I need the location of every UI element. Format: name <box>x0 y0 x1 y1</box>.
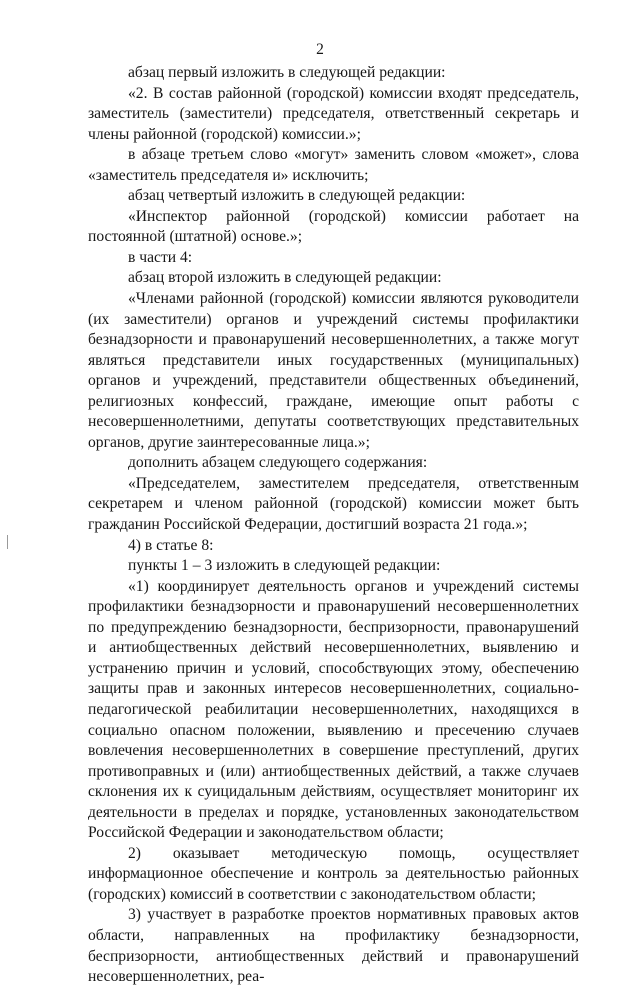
paragraph: в части 4: <box>128 248 193 266</box>
paragraph: абзац первый изложить в следующей редакции: <box>128 64 446 81</box>
scan-mark <box>7 535 8 549</box>
paragraph: абзац второй изложить в следующей редакции: <box>128 269 442 287</box>
paragraph: 2) оказывает методическую помощь, осуществляет информационное обеспечение и контроль за деятельностью районных (городских) комиссий в соответствии с законодательством области; <box>88 844 579 903</box>
paragraph: «1) координирует деятельность органов и учреждений системы профилактики безнадзорности и правонарушений несовершеннолетних по предупреждению безнадзорности, беспризорности, правонарушений и антиобщественных действий несовершеннолетних, выявлению и устранению причин и условий, способствующих этому, обеспечению защиты прав и законных интересов несовершеннолетних, социально-педагогической реабилитации несовершеннолетних, находящихся в социально опасном положении, выявлению и пресечению случаев вовлечения несовершеннолетних в совершение преступлений, других противоправных и (или) антиобщественных действий, а также случаев склонения их к суицидальным действиям, осуществляет мониторинг их деятельности в пределах и порядке, установленных законодательством Российской Федерации и законодательством области; <box>88 577 579 842</box>
document-body <box>88 63 579 988</box>
paragraph: дополнить абзацем следующего содержания: <box>128 454 428 472</box>
paragraph: 3) участвует в разработке проектов нормативных правовых актов области, направленных на профилактику безнадзорности, беспризорности, антиобщественных действий и правонарушений несовершеннолетних, реа- <box>88 906 579 986</box>
paragraph: «Членами районной (городской) комиссии являются руководители (их заместители) органов и учреждений системы профилактики безнадзорности и правонарушений несовершеннолетних, а также могут являться представители иных государственных (муниципальных) органов и учреждений, представители общественных объединений, религиозных конфессий, граждане, имеющие опыт работы с несовершеннолетними, депутаты соответствующих представительных органов, другие заинтересованные лица.»; <box>88 290 579 451</box>
paragraph: «2. В состав районной (городской) комиссии входят председатель, заместитель (заместители) председателя, ответственный секретарь и члены районной (городской) комиссии.»; <box>88 84 579 143</box>
paragraph: пункты 1 – 3 изложить в следующей редакции: <box>128 557 441 575</box>
paragraph: в абзаце третьем слово «могут» заменить словом «может», слова «заместитель председателя и» исключить; <box>88 146 579 184</box>
page-number: 2 <box>316 41 324 58</box>
paragraph: «Председателем, заместителем председателя, ответственным секретарем и членом районной (городской) комиссии может быть гражданин Российской Федерации, достигший возраста 21 года.»; <box>88 474 579 534</box>
paragraph: абзац четвертый изложить в следующей редакции: <box>128 187 466 205</box>
paragraph: «Инспектор районной (городской) комиссии работает на постоянной (штатной) основе.»; <box>88 207 579 246</box>
paragraph: 4) в статье 8: <box>128 536 214 554</box>
